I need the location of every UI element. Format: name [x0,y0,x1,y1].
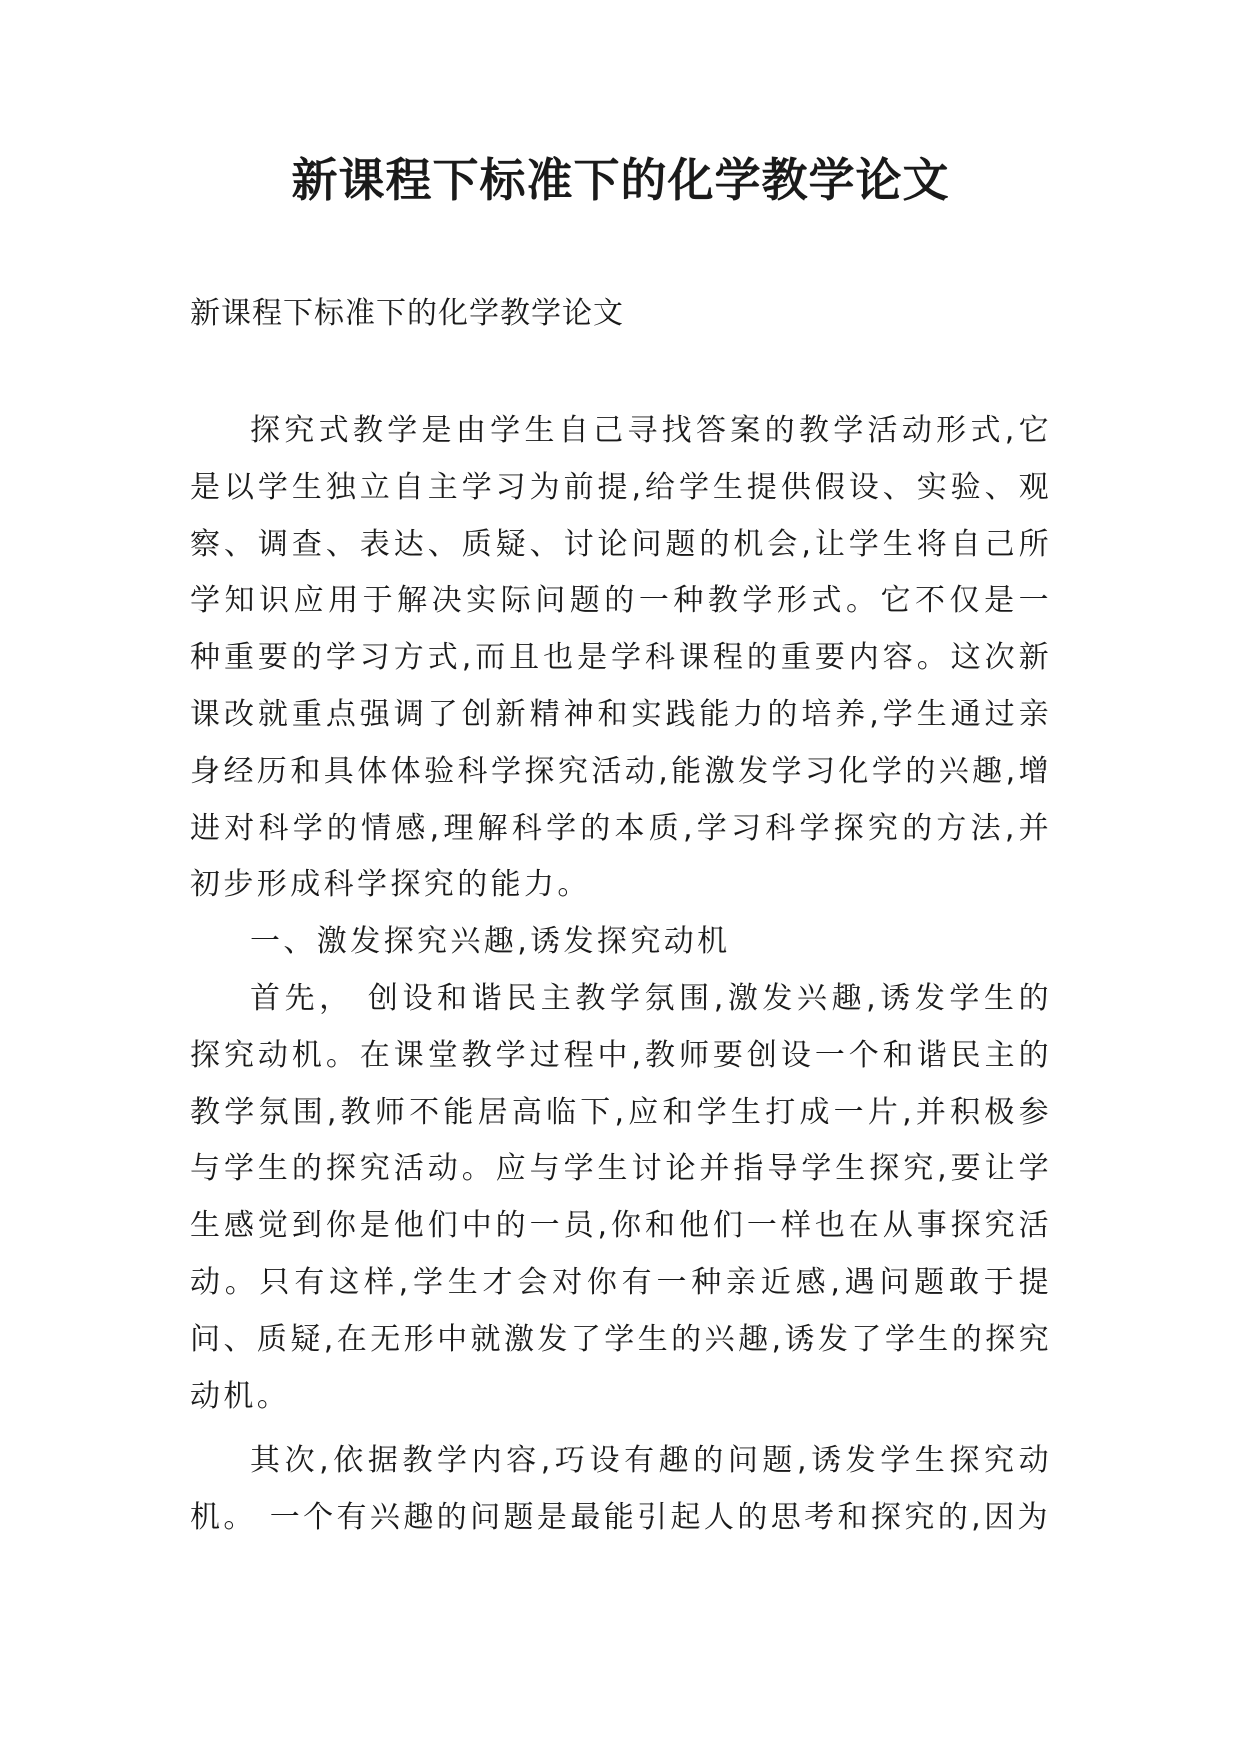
document-body [190,403,1052,1547]
paragraph-intro: 探究式教学是由学生自己寻找答案的教学活动形式,它是以学生独立自主学习为前提,给学生提供假设、实验、观察、调查、表达、质疑、讨论问题的机会,让学生将自己所学知识应用于解决实际问题的一种教学形式。它不仅是一种重要的学习方式,而且也是学科课程的重要内容。这次新课改就重点强调了创新精神和实践能力的培养,学生通过亲身经历和具体体验科学探究活动,能激发学习化学的兴趣,增进对科学的情感,理解科学的本质,学习科学探究的方法,并初步形成科学探究的能力。 [190,413,1052,903]
document-title: 新课程下标准下的化学教学论文 [291,153,950,207]
section-heading-1: 一、激发探究兴趣,诱发探究动机 [250,924,731,960]
paragraph-first: 首先， 创设和谐民主教学氛围,激发兴趣,诱发学生的探究动机。在课堂教学过程中,教师要创设一个和谐民主的教学氛围,教师不能居高临下,应和学生打成一片,并积极参与学生的探究活动。应与学生讨论并指导学生探究,要让学生感觉到你是他们中的一员,你和他们一样也在从事探究活动。只有这样,学生才会对你有一种亲近感,遇问题敢于提问、质疑,在无形中就激发了学生的兴趣,诱发了学生的探究动机。 [190,980,1052,1414]
document-subtitle: 新课程下标准下的化学教学论文 [190,296,624,331]
paragraph-second: 其次,依据教学内容,巧设有趣的问题,诱发学生探究动机。 一个有兴趣的问题是最能引起人的思考和探究的,因为 [190,1443,1052,1536]
